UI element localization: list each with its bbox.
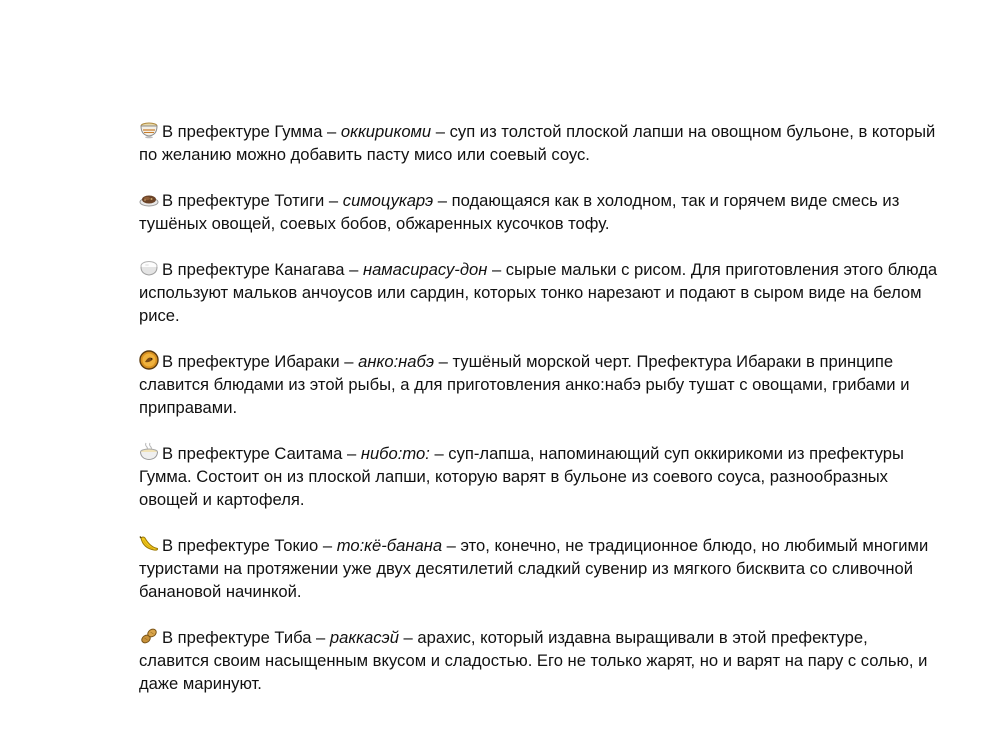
fish-plate-icon [139, 350, 159, 370]
entry-ibaraki: В префектуре Ибараки – анко:набэ – тушёный морской черт. Префектура Ибараки в принципе славится блюдами из этой рыбы, а для приготовления анко:набэ рыбу тушат с овощами, грибами и приправами. [139, 352, 910, 417]
rice-bowl-icon [139, 258, 159, 278]
noodle-bowl-icon [139, 120, 159, 140]
dish-name: симоцукарэ [342, 191, 434, 210]
dish-name: оккирикоми [340, 122, 432, 141]
entry-saitama: В префектуре Саитама – нибо:то: – суп-лапша, напоминающий суп оккирикоми из префектуры Гумма. Состоит он из плоской лапши, которую варят в бульоне из соевого соуса, разнообразных овощей и картофеля. [139, 444, 904, 509]
dish-name: анко:набэ [358, 352, 435, 371]
peanut-icon [139, 626, 159, 646]
entry-kanagawa: В префектуре Канагава – намасирасу-дон – сырые мальки с рисом. Для приготовления этого блюда используют мальков анчоусов или сардин, которых тонко нарезают и подают в сыром виде на белом рисе. [139, 260, 938, 325]
dish-name: нибо:то: [360, 444, 430, 463]
article-body [139, 120, 939, 695]
stew-bowl-icon [139, 189, 159, 209]
entry-chiba: В префектуре Тиба – раккасэй – арахис, который издавна выращивали в этой префектуре, славится своим насыщенным вкусом и сладостью. Его не только жарят, но и варят на пару с солью, и даже маринуют. [139, 628, 928, 693]
banana-icon [139, 534, 159, 554]
entry-tokyo: В префектуре Токио – то:кё-банана – это, конечно, не традиционное блюдо, но любимый многими туристами на протяжении уже двух десятилетий сладкий сувенир из мягкого бисквита со сливочной банановой начинкой. [139, 536, 929, 601]
dish-name: то:кё-банана [336, 536, 443, 555]
dish-name: намасирасу-дон [362, 260, 488, 279]
dish-name: раккасэй [329, 628, 399, 647]
steaming-bowl-icon [139, 442, 159, 462]
entry-gunma: В префектуре Гумма – оккирикоми – суп из толстой плоской лапши на овощном бульоне, в который по желанию можно добавить пасту мисо или соевый соус. [139, 122, 936, 164]
entry-tochigi: В префектуре Тотиги – симоцукарэ – подающаяся как в холодном, так и горячем виде смесь из тушёных овощей, соевых бобов, обжаренных кусочков тофу. [139, 191, 900, 233]
